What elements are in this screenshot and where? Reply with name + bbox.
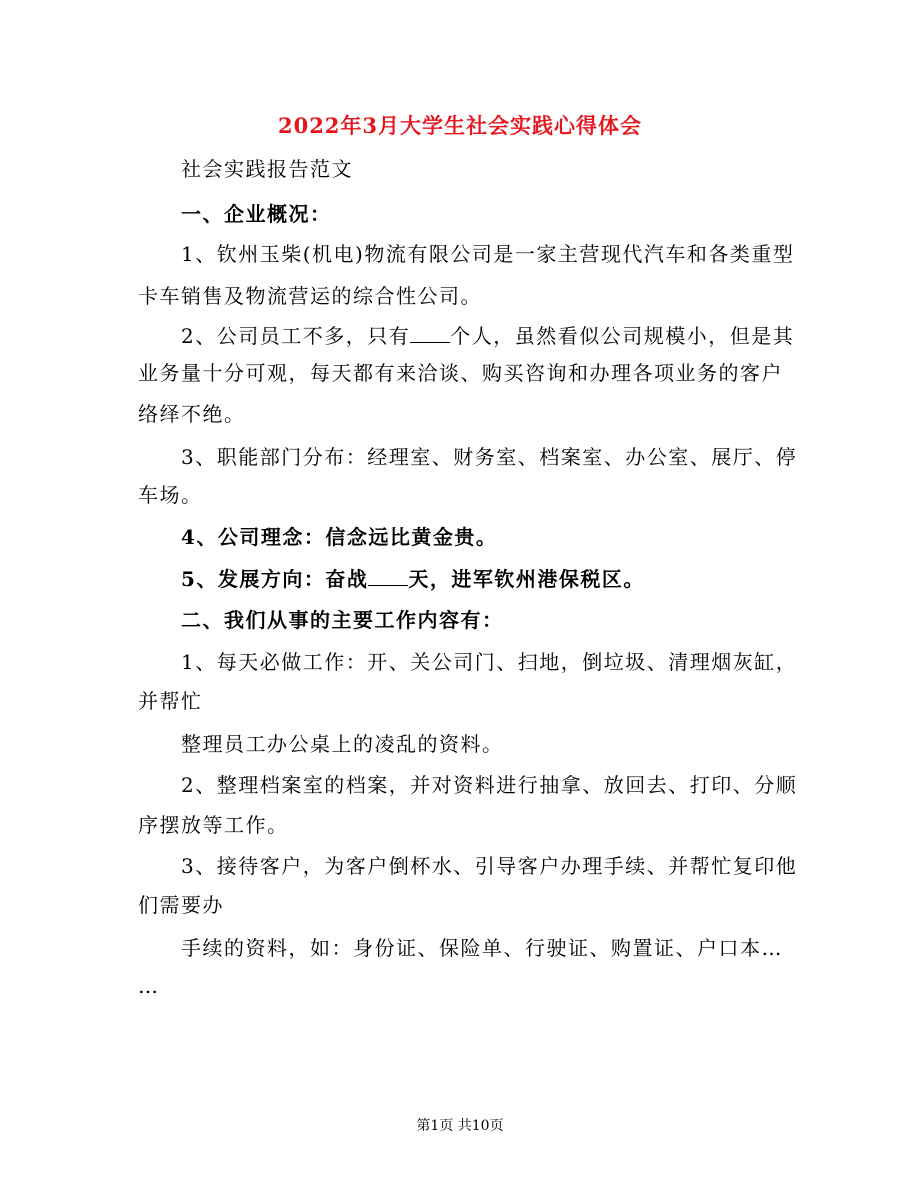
item1-line2: 卡车销售及物流营运的综合性公司。 [138, 284, 482, 308]
item5-a: 5、发展方向：奋战 [181, 567, 369, 591]
item3-line2: 车场。 [138, 483, 203, 507]
fill-blank [410, 322, 450, 343]
item2-line3: 络绎不绝。 [138, 402, 246, 426]
work3-line2: 们需要办 [138, 893, 224, 917]
work2-line1: 2、整理档案室的档案，并对资料进行抽拿、放回去、打印、分顺 [181, 773, 798, 797]
fill-blank [368, 565, 408, 586]
item2-line1 [181, 320, 794, 352]
item4: 4、公司理念：信念远比黄金贵。 [181, 525, 498, 549]
work1-line3: 整理员工办公桌上的凌乱的资料。 [181, 732, 504, 756]
item2-line1-a: 2、公司员工不多，只有 [181, 324, 411, 348]
item5-b: 天，进军钦州港保税区。 [408, 567, 645, 591]
item2-line2: 业务量十分可观，每天都有来洽谈、购买咨询和办理各项业务的客户 [138, 361, 783, 385]
work3-line3: 手续的资料，如：身份证、保险单、行驶证、购置证、户口本… [181, 936, 783, 960]
document-title: 2022年3月大学生社会实践心得体会 [277, 113, 643, 138]
item3-line1: 3、职能部门分布：经理室、财务室、档案室、办公室、展厅、停 [181, 445, 798, 469]
subtitle: 社会实践报告范文 [181, 157, 353, 181]
page-number: 第1页 共10页 [416, 1118, 504, 1134]
section1-heading: 一、企业概况： [181, 202, 332, 226]
work1-line1: 1、每天必做工作：开、关公司门、扫地，倒垃圾、清理烟灰缸， [181, 650, 798, 674]
item1-line1: 1、钦州玉柴(机电)物流有限公司是一家主营现代汽车和各类重型 [181, 242, 795, 266]
work3-line1: 3、接待客户，为客户倒杯水、引导客户办理手续、并帮忙复印他 [181, 854, 798, 878]
work3-line4: … [138, 974, 160, 998]
item2-line1-b: 个人，虽然看似公司规模小，但是其 [450, 324, 795, 348]
section2-heading: 二、我们从事的主要工作内容有： [181, 608, 504, 632]
work2-line2: 序摆放等工作。 [138, 813, 289, 837]
item5 [181, 563, 645, 595]
work1-line2: 并帮忙 [138, 689, 203, 713]
